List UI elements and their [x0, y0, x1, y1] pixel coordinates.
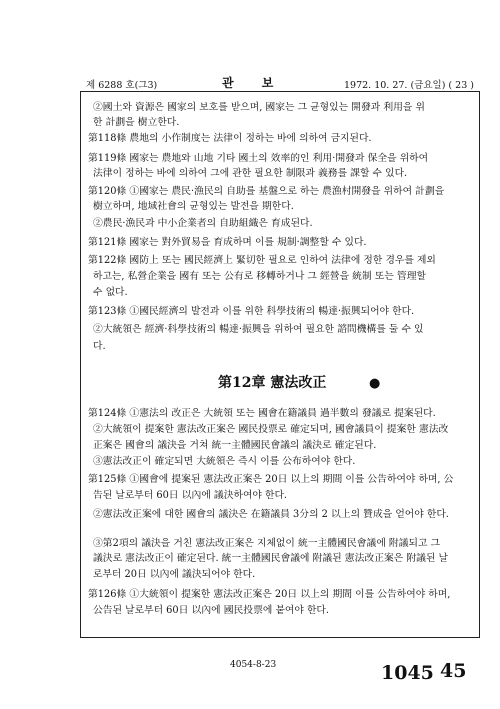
text-line: 다.: [93, 341, 106, 352]
text-line: 樹立하며, 地域社會의 균형있는 발전을 期한다.: [93, 201, 294, 212]
text-line: ③憲法改正이 確定되면 大統領은 즉시 이를 公布하여야 한다.: [93, 456, 356, 467]
text-line: ②大統領은 經濟·科學技術의 暢達·振興을 위하여 필요한 諮問機構를 둘 수 있: [93, 324, 424, 335]
text-line: 第120條 ①國家는 農民·漁民의 自助를 基盤으로 하는 農漁村開發을 위하여 計劃을: [88, 186, 445, 197]
text-line: 第124條 ①憲法의 改正은 大統領 또는 國會在籍議員 過半數의 發議로 提案된다.: [88, 408, 436, 419]
text-line: 第119條 國家는 農地와 山地 기타 國土의 效率的인 利用·開發과 保全을 위하여: [88, 153, 429, 164]
text-line: 法律이 정하는 바에 의하여 그에 관한 필요한 制限과 義務를 課할 수 있다.: [93, 168, 408, 179]
text-line: 第126條 ①大統領이 提案한 憲法改正案은 20日 以上의 期間 이를 公告하여야 하며,: [88, 589, 451, 600]
text-line: ②大統領이 提案한 憲法改正案은 國民投票로 確定되며, 國會議員이 提案한 憲法改: [93, 424, 449, 435]
text-line: 告된 날로부터 60日 以內에 議決하여야 한다.: [93, 490, 288, 501]
chapter-heading: 第12章 憲法改正: [218, 375, 327, 391]
gazette-title: 관 보: [222, 76, 286, 90]
text-line: 第118條 農地의 小作制度는 法律이 정하는 바에 의하여 금지된다.: [88, 133, 372, 144]
text-line: 正案은 國會의 議決을 거쳐 統一主體國民會議의 議決로 確定된다.: [93, 440, 377, 451]
text-line: 로부터 20日 以內에 議決되어야 한다.: [93, 569, 256, 580]
print-code: 4054-8-23: [230, 660, 277, 670]
issue-number: 제 6288 호(그3): [86, 80, 158, 91]
text-line: 公告된 날로부터 60日 以內에 國民投票에 붙여야 한다.: [93, 605, 330, 616]
text-line: 第123條 ①國民經濟의 발전과 이를 위한 科學技術의 暢達·振興되어야 한다.: [88, 306, 415, 317]
text-line: ②憲法改正案에 대한 國會의 議決은 在籍議員 3分의 2 以上의 贊成을 얻어야 한다.: [93, 509, 449, 520]
text-line: 수 없다.: [93, 287, 128, 298]
text-line: 한 計劃을 樹立한다.: [93, 117, 180, 128]
sheet-number: 45: [440, 660, 467, 682]
page-number: 1045: [381, 662, 434, 684]
text-line: 第125條 ①國會에 提案된 憲法改正案은 20日 以上의 期間 이를 公告하여야 하며, 公: [88, 474, 454, 485]
issue-date: 1972. 10. 27. (금요일) ( 23 ): [344, 80, 474, 91]
text-line: 하고는, 私營企業을 國有 또는 公有로 移轉하거나 그 經營을 統制 또는 管理할: [93, 271, 426, 282]
text-line: ②農民·漁民과 中小企業者의 自助組織은 育成된다.: [93, 218, 313, 229]
text-line: 第121條 國家는 對外貿易을 育成하며 이를 規制·調整할 수 있다.: [88, 237, 367, 248]
bullet-dot-icon: ●: [369, 376, 381, 391]
text-line: ②國土와 資源은 國家의 보호를 받으며, 國家는 그 균형있는 開發과 利用을 위: [93, 102, 425, 113]
text-line: ③第2項의 議決을 거친 憲法改正案은 지체없이 統一主體國民會議에 附議되고 그: [93, 538, 440, 549]
text-line: 第122條 國防上 또는 國民經濟上 緊切한 필요로 인하여 法律에 정한 경우를 제외: [88, 255, 436, 266]
text-line: 議決로 憲法改正이 確定된다. 統一主體國民會議에 附議된 憲法改正案은 附議된 날: [93, 553, 449, 564]
